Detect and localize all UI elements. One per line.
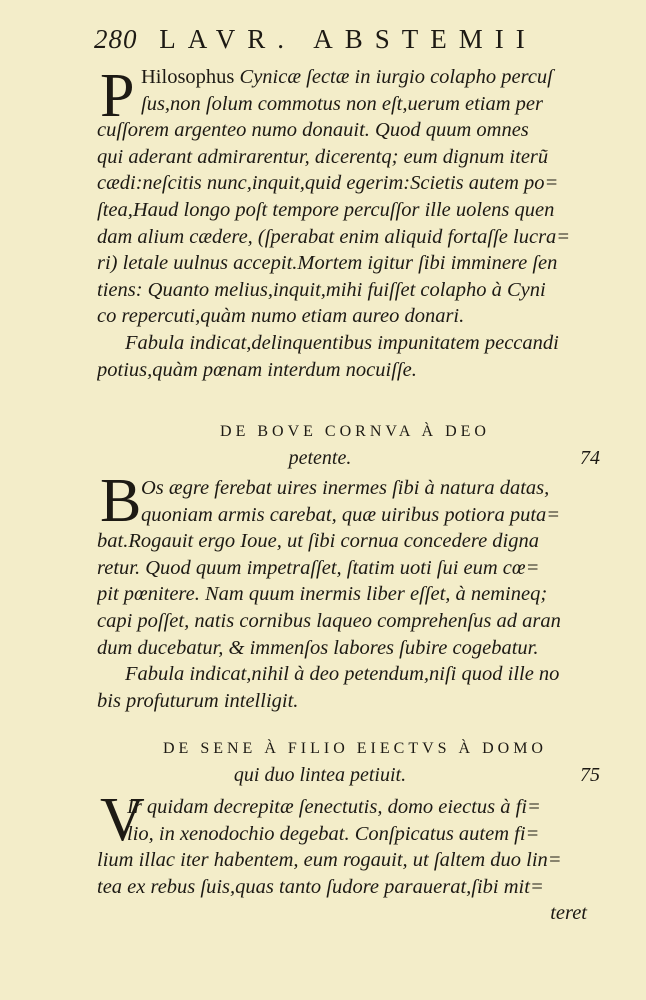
drop-cap: V (100, 786, 145, 854)
text-line: dum ducebatur, & immenſos labores ſubire cogebatur. (97, 636, 539, 659)
text-line: tiens: Quanto melius,inquit,mihi fuiſſet colapho à Cyni (97, 278, 546, 301)
text-line: tea ex rebus ſuis,quas tanto ſudore parauerat,ſibi mit= (97, 875, 544, 898)
drop-cap: P (100, 62, 135, 130)
first-word: Hilosophus (141, 66, 235, 88)
text-line: Os ægre ferebat uires inermes ſibi à natura datas, (141, 477, 550, 499)
text-line: cædi:neſcitis nunc,inquit,quid egerim:Scietis autem po= (97, 172, 559, 195)
fable-3-text (97, 786, 597, 927)
text-line: capi poſſet, natis cornibus laqueo comprehenſus ad aran (97, 609, 561, 632)
text-line: dam alium cædere, (ſperabat enim aliquid fortaſſe lucra= (97, 225, 571, 248)
fable-subtitle-row (110, 445, 600, 471)
drop-cap: B (100, 467, 142, 535)
fable-subtitle: qui duo lintea petiuit. (233, 764, 407, 786)
text-line: qui aderant admirarentur, dicerentq; eum dignum iterũ (97, 145, 549, 168)
text-line: co repercuti,quàm numo etiam aureo donari. (97, 305, 465, 328)
text-line: Ir quidam decrepitæ ſenectutis, domo eiectus à fi= (127, 796, 541, 818)
fable-subtitle: petente. (288, 447, 352, 469)
text-line: lium illac iter habentem, eum rogauit, ut ſaltem duo lin= (97, 849, 562, 872)
moral-line: Fabula indicat,nihil à deo petendum,niſi quod ille no (125, 663, 560, 686)
text-line: ſtea,Haud longo poſt tempore percuſſor ille uolens quen (97, 198, 555, 221)
fable-title: DE BOVE CORNVA À DEO (220, 423, 490, 440)
text-line: bat.Rogauit ergo Ioue, ut ſibi cornua concedere digna (97, 530, 539, 553)
text-line: pit pœnitere. Nam quum inermis liber eſſet, à nemineq; (97, 583, 548, 606)
page-number: 280 (94, 24, 138, 54)
fable-title: DE SENE À FILIO EIECTVS À DOMO (163, 740, 547, 757)
catchword: teret (550, 902, 587, 925)
fable-number: 74 (580, 447, 600, 469)
moral-line: bis profuturum intelligit. (97, 689, 299, 712)
fable-2-text (97, 467, 597, 714)
text-line: retur. Quod quum impetraſſet, ſtatim uoti ſui eum cœ= (97, 556, 540, 579)
text-line: ſus,non ſolum commotus non eſt,uerum etiam per (141, 92, 543, 115)
moral-line: Fabula indicat,delinquentibus impunitatem peccandi (125, 331, 559, 354)
moral-line: potius,quàm pœnam interdum nocuiſſe. (97, 358, 417, 381)
text-line: lio, in xenodochio degebat. Conſpicatus autem fi= (127, 822, 540, 845)
text-line: Hilosophus Cynicæ ſectæ in iurgio colapho percuſ (141, 66, 553, 88)
fable-subtitle-row (110, 762, 600, 788)
text-line: cuſſorem argenteo numo donauit. Quod quum omnes (97, 119, 529, 142)
text-line: quoniam armis carebat, quæ uiribus potiora puta= (141, 503, 561, 526)
fable-number: 75 (580, 764, 600, 786)
fable-1-text (97, 64, 597, 383)
page-header (94, 24, 537, 55)
running-title: LAVR. ABSTEMII (159, 24, 537, 54)
text-line: ri) letale uulnus accepit.Mortem igitur ſibi imminere ſen (97, 252, 558, 275)
